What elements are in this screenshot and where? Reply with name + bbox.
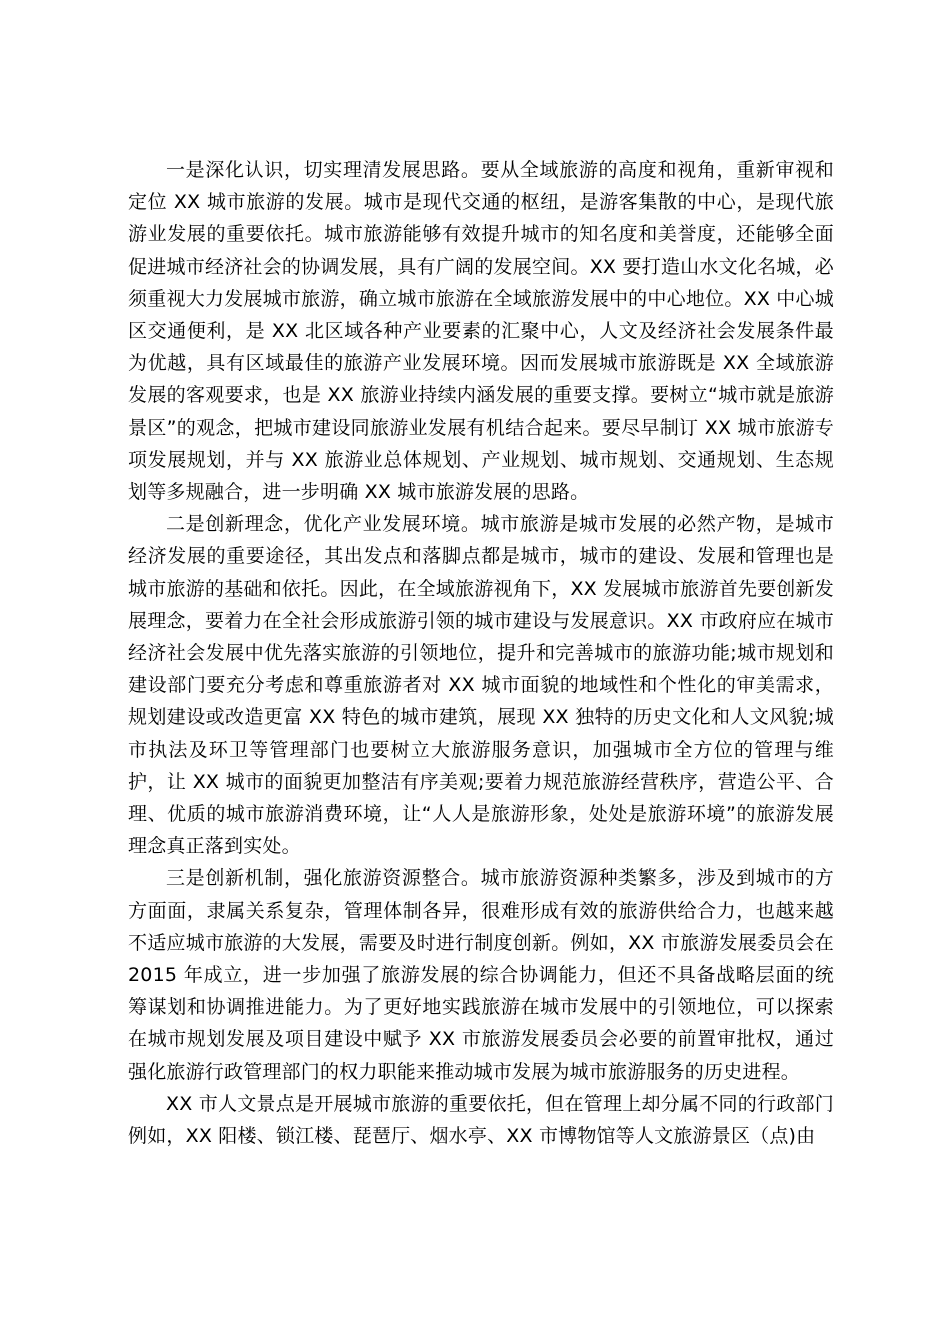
paragraph-2: 二是创新理念，优化产业发展环境。城市旅游是城市发展的必然产物，是城市经济发展的重要途径，其出发点和落脚点都是城市，城市的建设、发展和管理也是城市旅游的基础和依托。因此，在全域旅游视角下，XX 发展城市旅游首先要创新发展理念，要着力在全社会形成旅游引领的城市建设与发展意识。XX 市政府应在城市经济社会发展中优先落实旅游的引领地位，提升和完善城市的旅游功能;城市规划和建设部门要充分考虑和尊重旅游者对 XX 城市面貌的地域性和个性化的审美需求，规划建设或改造更富 XX 特色的城市建筑，展现 XX 独特的历史文化和人文风貌;城市执法及环卫等管理部门也要树立大旅游服务意识，加强城市全方位的管理与维护，让 XX 城市的面貌更加整洁有序美观;要着力规范旅游经营秩序，营造公平、合理、优质的城市旅游消费环境，让“人人是旅游形象，处处是旅游环境”的旅游发展理念真正落到实处。	[128, 513, 834, 858]
paragraph-4: XX 市人文景点是开展城市旅游的重要依托，但在管理上却分属不同的行政部门例如，XX 阳楼、锁江楼、琵琶厅、烟水亭、XX 市博物馆等人文旅游景区（点)由	[128, 1092, 834, 1148]
document-body	[128, 154, 834, 1152]
paragraph-3: 三是创新机制，强化旅游资源整合。城市旅游资源种类繁多，涉及到城市的方方面面，隶属关系复杂，管理体制各异，很难形成有效的旅游供给合力，也越来越不适应城市旅游的大发展，需要及时进行制度创新。例如，XX 市旅游发展委员会在 2015 年成立，进一步加强了旅游发展的综合协调能力，但还不具备战略层面的统筹谋划和协调推进能力。为了更好地实践旅游在城市发展中的引领地位，可以探索在城市规划发展及项目建设中赋予 XX 市旅游发展委员会必要的前置审批权，通过强化旅游行政管理部门的权力职能来推动城市发展为城市旅游服务的历史进程。	[128, 867, 834, 1083]
paragraph-1: 一是深化认识，切实理清发展思路。要从全域旅游的高度和视角，重新审视和定位 XX 城市旅游的发展。城市是现代交通的枢纽，是游客集散的中心，是现代旅游业发展的重要依托。城市旅游能够有效提升城市的知名度和美誉度，还能够全面促进城市经济社会的协调发展，具有广阔的发展空间。XX 要打造山水文化名城，必须重视大力发展城市旅游，确立城市旅游在全域旅游发展中的中心地位。XX 中心城区交通便利，是 XX 北区域各种产业要素的汇聚中心，人文及经济社会发展条件最为优越，具有区域最佳的旅游产业发展环境。因而发展城市旅游既是 XX 全域旅游发展的客观要求，也是 XX 旅游业持续内涵发展的重要支撑。要树立“城市就是旅游景区”的观念，把城市建设同旅游业发展有机结合起来。要尽早制订 XX 城市旅游专项发展规划，并与 XX 旅游业总体规划、产业规划、城市规划、交通规划、生态规划等多规融合，进一步明确 XX 城市旅游发展的思路。	[128, 159, 834, 504]
